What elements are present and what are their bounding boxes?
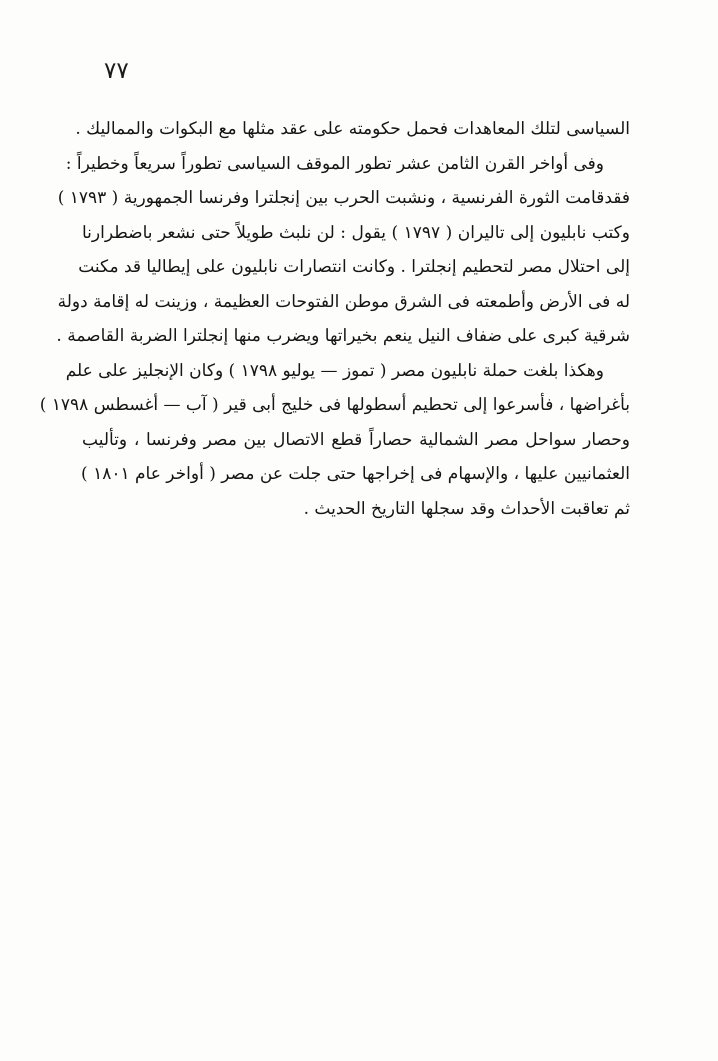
text-line: إلى احتلال مصر لتحطيم إنجلترا . وكانت انتصارات نابليون على إيطاليا قد مكنت — [78, 257, 630, 277]
text-line: وحصار سواحل مصر الشمالية حصاراً قطع الاتصال بين مصر وفرنسا ، وتأليب — [82, 429, 630, 450]
text-line: ثم تعاقبت الأحداث وقد سجلها التاريخ الحديث . — [303, 498, 630, 519]
text-line: شرقية كبرى على ضفاف النيل ينعم بخيراتها ويضرب منها إنجلترا الضربة القاصمة . — [56, 326, 630, 346]
body-text — [39, 112, 630, 526]
text-line: وفى أواخر القرن الثامن عشر تطور الموقف السياسى تطوراً سريعاً وخطيراً : — [65, 153, 604, 174]
text-line: فقدقامت الثورة الفرنسية ، ونشبت الحرب بين إنجلترا وفرنسا الجمهورية ( ١٧٩٣ ) — [57, 188, 630, 208]
text-line: السياسى لتلك المعاهدات فحمل حكومته على عقد مثلها مع البكوات والمماليك . — [75, 119, 630, 139]
text-line: وكتب نابليون إلى تاليران ( ١٧٩٧ ) يقول : لن نلبث طويلاً حتى نشعر باضطرارنا — [82, 222, 630, 243]
text-line: بأغراضها ، فأسرعوا إلى تحطيم أسطولها فى خليج أبى قير ( آب — أغسطس ١٧٩٨ ) — [39, 395, 630, 415]
page-number: ٧٧ — [104, 58, 129, 84]
text-line: له فى الأرض وأطمعته فى الشرق موطن الفتوحات العظيمة ، وزينت له إقامة دولة — [57, 291, 630, 312]
text-line: العثمانيين عليها ، والإسهام فى إخراجها حتى جلت عن مصر ( أواخر عام ١٨٠١ ) — [81, 464, 630, 484]
text-line: وهكذا بلغت حملة نابليون مصر ( تموز — يوليو ١٧٩٨ ) وكان الإنجليز على علم — [65, 360, 604, 381]
